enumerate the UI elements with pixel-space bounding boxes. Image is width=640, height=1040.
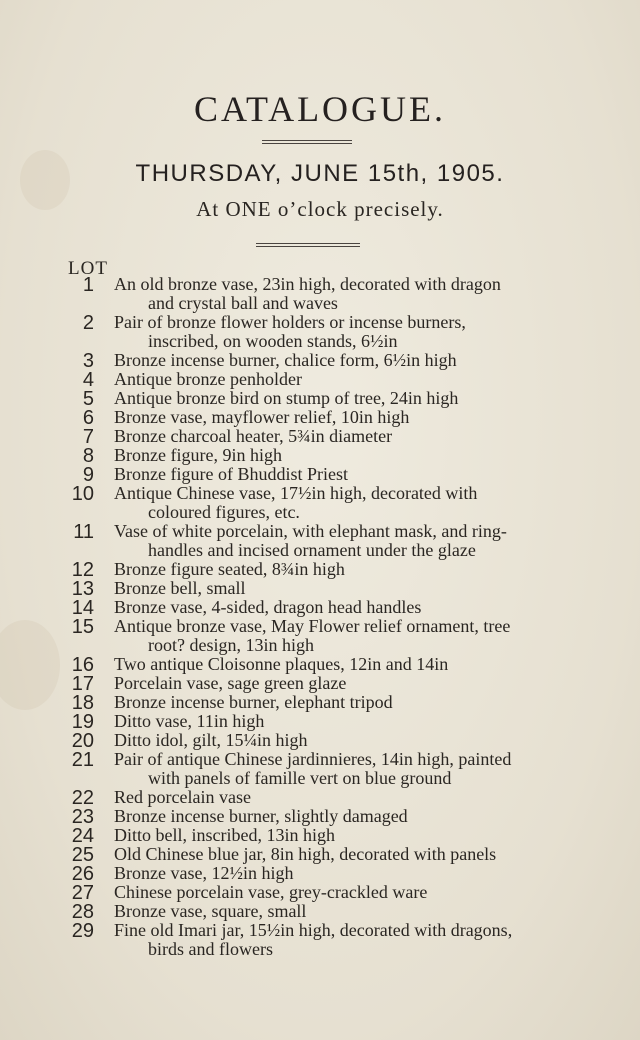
lot-number: 10 bbox=[71, 483, 94, 505]
lot-description bbox=[114, 883, 544, 902]
lot-number: 6 bbox=[82, 407, 94, 429]
lot-entry bbox=[0, 389, 640, 408]
lot-description bbox=[114, 484, 544, 522]
lot-description-line: Red porcelain vase bbox=[114, 787, 251, 807]
sale-time: At ONE o’clock precisely. bbox=[196, 197, 444, 221]
lot-number: 9 bbox=[82, 464, 94, 486]
lot-entry bbox=[0, 807, 640, 826]
lot-number: 19 bbox=[71, 711, 94, 733]
lot-description bbox=[114, 788, 544, 807]
lot-entry bbox=[0, 560, 640, 579]
lot-description-line: Antique bronze penholder bbox=[114, 369, 302, 389]
lot-description bbox=[114, 617, 544, 655]
lot-description bbox=[114, 864, 544, 883]
lot-number: 14 bbox=[71, 597, 94, 619]
lot-entry bbox=[0, 465, 640, 484]
lot-description-line: Ditto vase, 11in high bbox=[114, 711, 265, 731]
lot-description-line: Fine old Imari jar, 15½in high, decorated with dragons, bbox=[114, 920, 513, 940]
lot-entry bbox=[0, 864, 640, 883]
lot-description-line: Vase of white porcelain, with elephant mask, and ring- bbox=[114, 521, 507, 541]
lot-number: 3 bbox=[82, 350, 94, 372]
lot-description-line: Ditto idol, gilt, 15¼in high bbox=[114, 730, 308, 750]
lot-number: 16 bbox=[71, 654, 94, 676]
lot-number: 29 bbox=[71, 920, 94, 942]
lot-number: 24 bbox=[71, 825, 94, 847]
lot-description-line: Antique bronze vase, May Flower relief ornament, tree bbox=[114, 616, 511, 636]
lot-number: 20 bbox=[71, 730, 94, 752]
lot-entry bbox=[0, 313, 640, 351]
lot-description bbox=[114, 712, 544, 731]
lot-number: 13 bbox=[71, 578, 94, 600]
lot-entry bbox=[0, 484, 640, 522]
lot-entry bbox=[0, 788, 640, 807]
lot-description bbox=[114, 427, 544, 446]
lot-number: 7 bbox=[82, 426, 94, 448]
lot-description-continuation: birds and flowers bbox=[148, 939, 273, 959]
lot-description-line: Bronze vase, 4-sided, dragon head handles bbox=[114, 597, 422, 617]
lot-entry bbox=[0, 427, 640, 446]
lot-description-line: Chinese porcelain vase, grey-crackled ware bbox=[114, 882, 428, 902]
lot-description-continuation: handles and incised ornament under the glaze bbox=[148, 540, 476, 560]
lot-description-line: Porcelain vase, sage green glaze bbox=[114, 673, 347, 693]
lot-description-line: Old Chinese blue jar, 8in high, decorated with panels bbox=[114, 844, 497, 864]
lot-number: 23 bbox=[71, 806, 94, 828]
lot-description-line: Two antique Cloisonne plaques, 12in and 14in bbox=[114, 654, 449, 674]
lot-description-line: Bronze vase, square, small bbox=[114, 901, 307, 921]
lot-entry bbox=[0, 598, 640, 617]
lot-list bbox=[0, 275, 640, 959]
lot-description bbox=[114, 655, 544, 674]
lot-description bbox=[114, 560, 544, 579]
lot-description-line: Bronze figure of Bhuddist Priest bbox=[114, 464, 348, 484]
lot-description-line: Bronze incense burner, slightly damaged bbox=[114, 806, 408, 826]
lot-entry bbox=[0, 408, 640, 427]
lot-number: 22 bbox=[71, 787, 94, 809]
lot-description-line: Bronze vase, mayflower relief, 10in high bbox=[114, 407, 410, 427]
lot-entry bbox=[0, 902, 640, 921]
lot-entry bbox=[0, 921, 640, 959]
sale-date: THURSDAY, JUNE 15th, 1905. bbox=[135, 160, 505, 187]
lot-entry bbox=[0, 522, 640, 560]
lot-entry bbox=[0, 617, 640, 655]
lot-number: 12 bbox=[71, 559, 94, 581]
lot-description-line: Bronze bell, small bbox=[114, 578, 246, 598]
lot-description-line: An old bronze vase, 23in high, decorated with dragon bbox=[114, 274, 501, 294]
header-divider bbox=[256, 243, 360, 247]
lot-number: 21 bbox=[71, 749, 94, 771]
lot-description-line: Bronze vase, 12½in high bbox=[114, 863, 294, 883]
lot-description-line: Antique Chinese vase, 17½in high, decorated with bbox=[114, 483, 478, 503]
lot-number: 25 bbox=[71, 844, 94, 866]
lot-entry bbox=[0, 712, 640, 731]
lot-description-continuation: with panels of famille vert on blue ground bbox=[148, 768, 452, 788]
lot-description bbox=[114, 522, 544, 560]
lot-entry bbox=[0, 845, 640, 864]
lot-description-line: Ditto bell, inscribed, 13in high bbox=[114, 825, 335, 845]
lot-number: 15 bbox=[71, 616, 94, 638]
lot-description bbox=[114, 465, 544, 484]
lot-number: 4 bbox=[82, 369, 94, 391]
lot-description bbox=[114, 674, 544, 693]
lot-number: 2 bbox=[82, 312, 94, 334]
lot-description-line: Pair of antique Chinese jardinnieres, 14in high, painted bbox=[114, 749, 512, 769]
lot-description bbox=[114, 351, 544, 370]
lot-description-line: Bronze figure seated, 8¾in high bbox=[114, 559, 345, 579]
lot-entry bbox=[0, 579, 640, 598]
lot-number: 18 bbox=[71, 692, 94, 714]
lot-description bbox=[114, 408, 544, 427]
lot-number: 17 bbox=[71, 673, 94, 695]
lot-entry bbox=[0, 674, 640, 693]
title-divider bbox=[262, 140, 352, 144]
lot-description bbox=[114, 598, 544, 617]
lot-description bbox=[114, 731, 544, 750]
lot-entry bbox=[0, 351, 640, 370]
lot-description bbox=[114, 389, 544, 408]
lot-entry bbox=[0, 275, 640, 313]
lot-number: 11 bbox=[73, 521, 94, 543]
lot-description bbox=[114, 902, 544, 921]
lot-description-line: Bronze figure, 9in high bbox=[114, 445, 282, 465]
lot-entry bbox=[0, 370, 640, 389]
lot-description bbox=[114, 313, 544, 351]
lot-entry bbox=[0, 446, 640, 465]
lot-description-line: Pair of bronze flower holders or incense burners, bbox=[114, 312, 466, 332]
lot-description-continuation: and crystal ball and waves bbox=[148, 293, 338, 313]
lot-entry bbox=[0, 693, 640, 712]
lot-entry bbox=[0, 655, 640, 674]
lot-column-header: LOT bbox=[68, 258, 108, 279]
lot-description bbox=[114, 826, 544, 845]
lot-entry bbox=[0, 826, 640, 845]
lot-description bbox=[114, 446, 544, 465]
lot-description bbox=[114, 845, 544, 864]
lot-description bbox=[114, 693, 544, 712]
lot-number: 27 bbox=[71, 882, 94, 904]
lot-description-continuation: inscribed, on wooden stands, 6½in bbox=[148, 331, 398, 351]
lot-description bbox=[114, 921, 544, 959]
lot-number: 28 bbox=[71, 901, 94, 923]
lot-description bbox=[114, 579, 544, 598]
lot-entry bbox=[0, 750, 640, 788]
lot-entry bbox=[0, 883, 640, 902]
lot-description bbox=[114, 807, 544, 826]
catalogue-title: CATALOGUE. bbox=[193, 89, 447, 129]
lot-number: 8 bbox=[82, 445, 94, 467]
lot-description bbox=[114, 370, 544, 389]
lot-description-line: Antique bronze bird on stump of tree, 24in high bbox=[114, 388, 459, 408]
lot-description-continuation: root? design, 13in high bbox=[148, 635, 314, 655]
lot-number: 26 bbox=[71, 863, 94, 885]
lot-description bbox=[114, 750, 544, 788]
lot-entry bbox=[0, 731, 640, 750]
lot-number: 1 bbox=[82, 274, 94, 296]
lot-description-continuation: coloured figures, etc. bbox=[148, 502, 300, 522]
lot-description bbox=[114, 275, 544, 313]
lot-number: 5 bbox=[82, 388, 94, 410]
lot-description-line: Bronze incense burner, elephant tripod bbox=[114, 692, 393, 712]
lot-description-line: Bronze incense burner, chalice form, 6½in high bbox=[114, 350, 457, 370]
lot-description-line: Bronze charcoal heater, 5¾in diameter bbox=[114, 426, 393, 446]
